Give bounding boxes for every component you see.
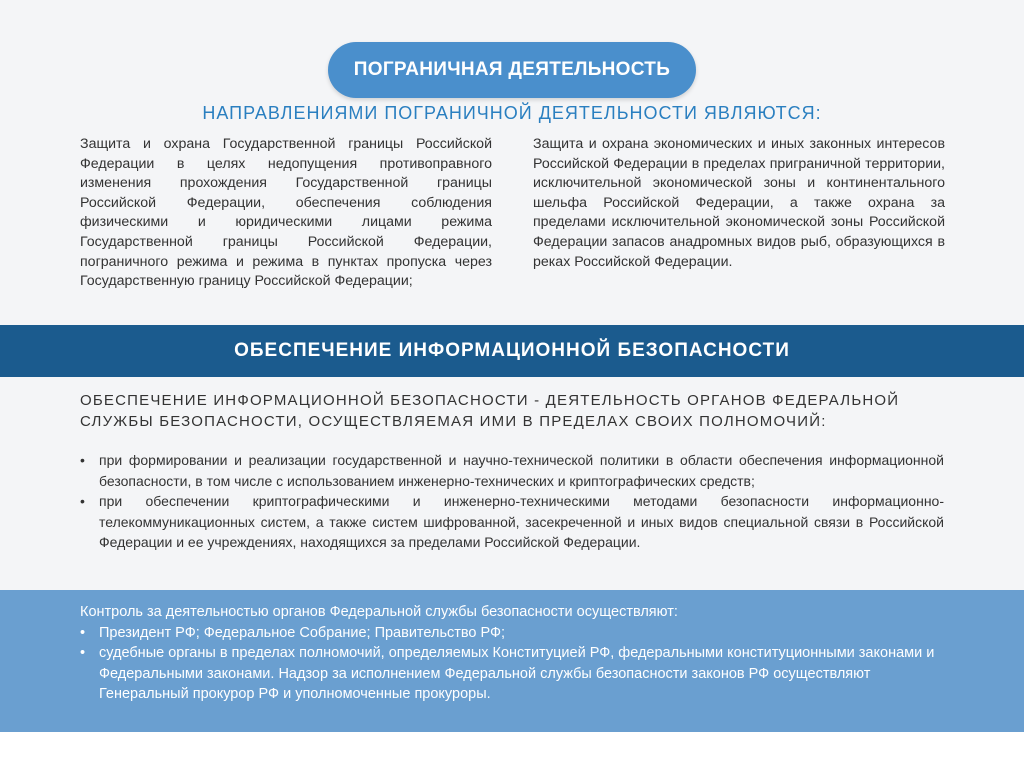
list-item: • судебные органы в пределах полномочий, определяемых Конституцией РФ, федеральными конституционными законами и Федеральными законами. Надзор за исполнением Федеральной службы безопасности законов РФ осуществляют Генеральный прокурор РФ и уполномоченные прокуроры. [80,643,940,705]
infosec-definition: ОБЕСПЕЧЕНИЕ ИНФОРМАЦИОННОЙ БЕЗОПАСНОСТИ - ДЕЯТЕЛЬНОСТЬ ОРГАНОВ ФЕДЕРАЛЬНОЙ СЛУЖБЫ БЕЗОПАСНОСТИ, ОСУЩЕСТВЛЯЕМАЯ ИМИ В ПРЕДЕЛАХ СВОИХ ПОЛНОМОЧИЙ: [80,392,900,430]
infosec-heading-band [0,325,1024,377]
directions-subtitle: НАПРАВЛЕНИЯМИ ПОГРАНИЧНОЙ ДЕЯТЕЛЬНОСТИ ЯВЛЯЮТСЯ: [202,103,822,123]
direction-left-text: Защита и охрана Государственной границы Российской Федерации в целях недопущения противоправного изменения прохождения Государственной границы Российской Федерации, обеспечения соблюдения физическими и юридическими лицами режима Государственной границы Российской Федерации, пограничного режима и режима в пунктах пропуска через Государственную границу Российской Федерации; [80,136,492,290]
direction-right-text: Защита и охрана экономических и иных законных интересов Российской Федерации в пределах приграничной территории, исключительной экономической зоны и континентального шельфа Российской Федерации, а также охрана за пределами исключительной экономической зоны Российской Федерации запасов анадромных видов рыб, образующихся в реках Российской Федерации. [533,136,945,270]
page-title: ПОГРАНИЧНАЯ ДЕЯТЕЛЬНОСТЬ [353,59,671,80]
control-intro: Контроль за деятельностью органов Федеральной службы безопасности осуществляют: [80,604,678,620]
list-item: • при обеспечении криптографическими и инженерно-техническими методами безопасности информационно-телекоммуникационных систем, а также систем шифрованной, засекреченной и иных видов специальной связи в Российской Федерации и ее учреждениях, находящихся за пределами Российской Федерации. [80,491,944,553]
control-block [80,602,940,705]
infosec-heading: ОБЕСПЕЧЕНИЕ ИНФОРМАЦИОННОЙ БЕЗОПАСНОСТИ [234,340,790,361]
list-item: • Президент РФ; Федеральное Собрание; Правительство РФ; [80,623,940,644]
infosec-list [80,450,944,553]
title-pill [328,42,696,98]
control-list [80,623,940,705]
list-item: • при формировании и реализации государственной и научно-технической политики в области обеспечения информационной безопасности, в том числе с использованием инженерно-технических и криптографических средств; [80,450,944,491]
